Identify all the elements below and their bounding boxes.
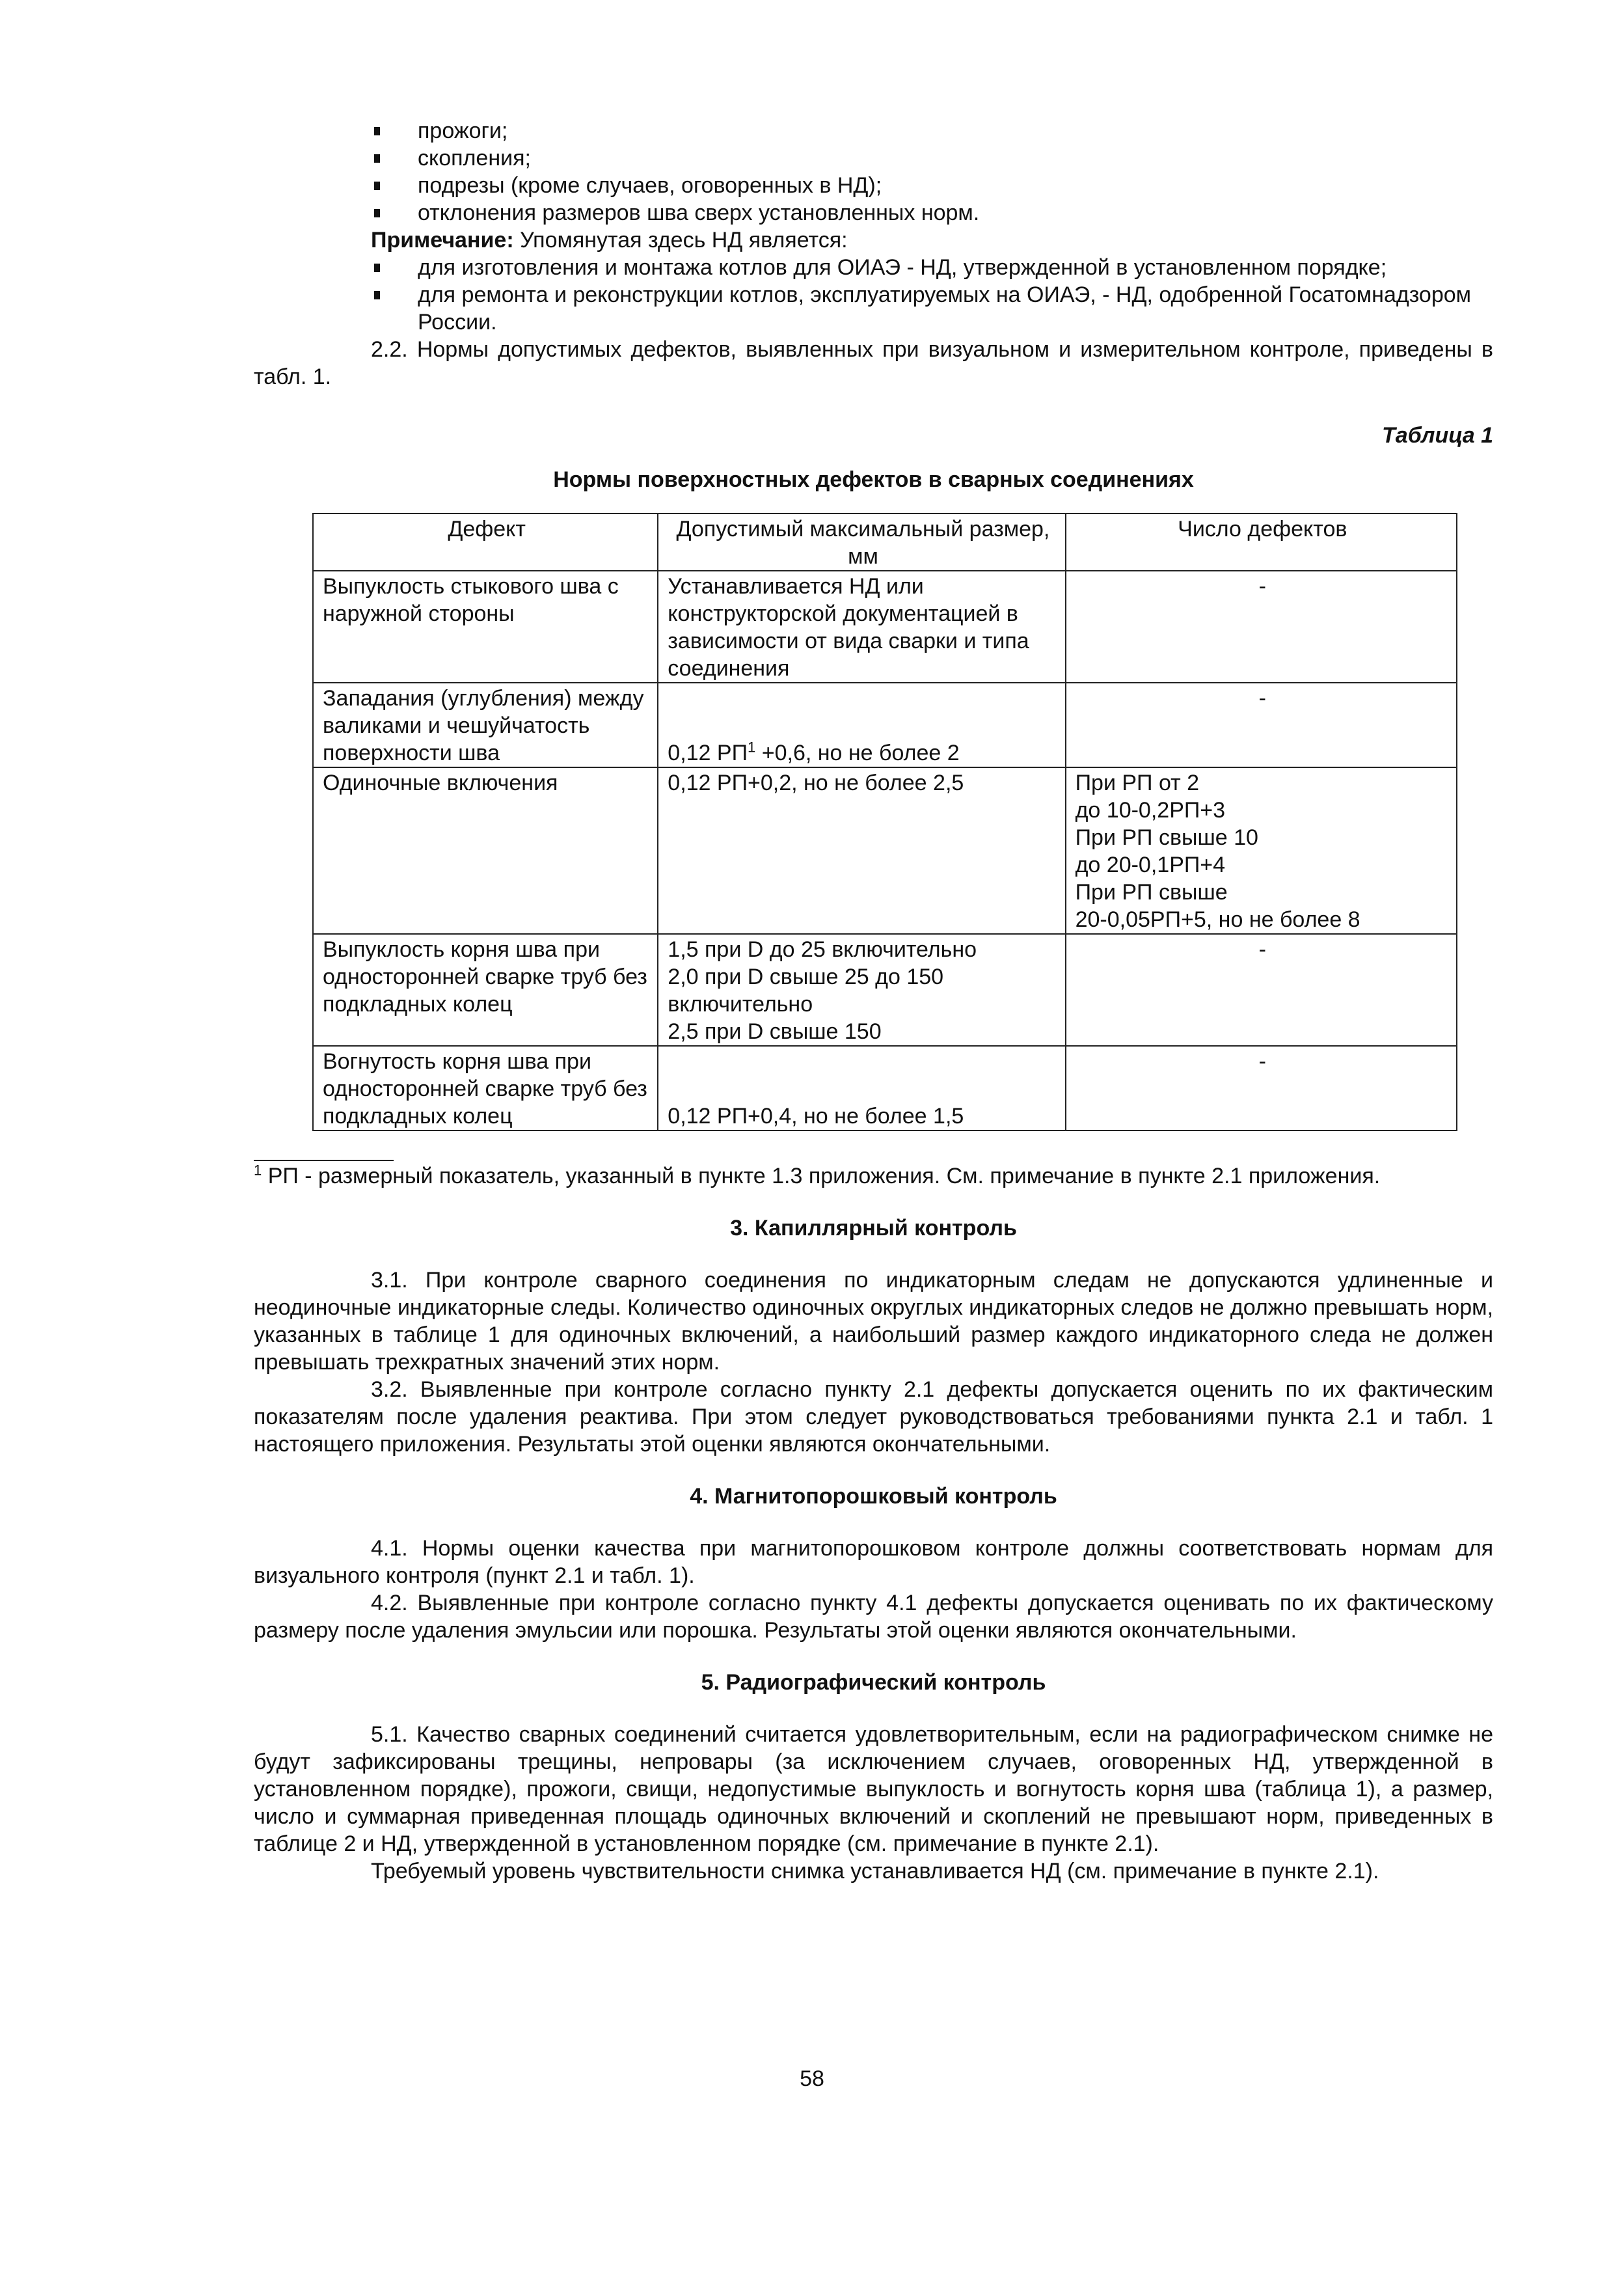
cell-text: 0,12 РП [668,741,748,765]
table-row [313,767,1457,934]
table-cell: Одиночные включения [313,767,658,934]
table-cell: Вогнутость корня шва при односторонней сварке труб без подкладных колец [313,1046,658,1131]
note [254,226,1493,254]
section-3-heading: 3. Капиллярный контроль [730,1216,1017,1240]
table-cell: Западания (углубления) между валиками и чешуйчатость поверхности шва [313,683,658,767]
list-item: подрезы (кроме случаев, оговоренных в НД); [254,172,1493,199]
table-cell: Устанавливается НД или конструкторской документацией в зависимости от вида сварки и типа соединения [658,571,1065,683]
table-cell: 0,12 РП+0,2, но не более 2,5 [658,767,1065,934]
cell-line: до 20-0,1РП+4 [1075,853,1226,877]
note-label: Примечание: [371,228,514,253]
cell-line: 20-0,05РП+5, но не более 8 [1075,907,1360,932]
list-item: прожоги; [254,117,1493,144]
column-header: Дефект [313,514,658,571]
column-header: Число дефектов [1066,514,1457,571]
table-cell: - [1066,571,1457,683]
table-title: Нормы поверхностных дефектов в сварных соединениях [553,467,1194,492]
note-text: Упомянутая здесь НД является: [513,228,848,253]
table-label: Таблица 1 [1382,423,1493,448]
table-header-row [313,514,1457,571]
paragraph-3-1: 3.1. При контроле сварного соединения по индикаторным следам не допускаются удлиненные и неодиночные индикаторные следы. Количество одиночных округлых индикаторных следов не должно превышать норм, указанных в таблице 1 для одиночных включений, а наибольший размер каждого индикаторного следа не должен превышать трехкратных значений этих норм. [254,1268,1493,1375]
list-item: для ремонта и реконструкции котлов, эксплуатируемых на ОИАЭ, - НД, одобренной Госатомнадзором России. [254,281,1493,336]
footnote-ref: 1 [748,739,756,756]
table-row [313,683,1457,767]
table-cell: - [1066,934,1457,1046]
defect-bullet-list [254,117,1493,226]
paragraph-3-2: 3.2. Выявленные при контроле согласно пункту 2.1 дефекты допускается оценить по их фактическим показателям после удаления реактива. При этом следует руководствоваться требованиями пункта 2.1 и табл. 1 настоящего приложения. Результаты этой оценки являются окончательными. [254,1377,1493,1457]
table-cell [1066,767,1457,934]
paragraph-4-2: 4.2. Выявленные при контроле согласно пункту 4.1 дефекты допускается оценивать по их фактическому размеру после удаления эмульсии или порошка. Результаты этой оценки являются окончательными. [254,1591,1493,1643]
paragraph-4-1: 4.1. Нормы оценки качества при магнитопорошковом контроле должны соответствовать нормам для визуального контроля (пункт 2.1 и табл. 1). [254,1536,1493,1588]
paragraph-5-2: Требуемый уровень чувствительности снимка устанавливается НД (см. примечание в пункте 2.1). [371,1859,1379,1884]
footnote-text: РП - размерный показатель, указанный в пункте 1.3 приложения. См. примечание в пункте 2.1 приложения. [262,1164,1381,1188]
table-cell [658,934,1065,1046]
list-item: скопления; [254,144,1493,172]
page-number: 58 [800,2066,824,2091]
table-cell: Выпуклость стыкового шва с наружной стороны [313,571,658,683]
table-cell: Выпуклость корня шва при односторонней сварке труб без подкладных колец [313,934,658,1046]
cell-line: 1,5 при D до 25 включительно [668,937,977,962]
cell-line: При РП свыше [1075,880,1228,905]
cell-line: до 10-0,2РП+3 [1075,798,1226,823]
paragraph-2-2: 2.2. Нормы допустимых дефектов, выявленных при визуальном и измерительном контроле, приведены в табл. 1. [254,337,1493,389]
table-cell: - [1066,683,1457,767]
paragraph-5-1: 5.1. Качество сварных соединений считается удовлетворительным, если на радиографическом снимке не будут зафиксированы трещины, непровары (за исключением случаев, оговоренных НД, утвержденной в установленном порядке), прожоги, свищи, недопустимые выпуклость и вогнутость корня шва (таблица 1), а размер, число и суммарная приведенная площадь одиночных включений и скоплений не превышают норм, приведенных в таблице 2 и НД, утвержденной в установленном порядке (см. примечание в пункте 2.1). [254,1722,1493,1856]
cell-line: При РП от 2 [1075,771,1200,795]
list-item: отклонения размеров шва сверх установленных норм. [254,199,1493,226]
footnote [254,1162,1493,1190]
list-item: для изготовления и монтажа котлов для ОИАЭ - НД, утвержденной в установленном порядке; [254,254,1493,281]
footnote-marker: 1 [254,1162,262,1179]
defects-table [312,513,1457,1131]
document-page [254,117,1493,1885]
cell-line: 2,5 при D свыше 150 [668,1019,882,1044]
note-bullet-list [254,254,1493,336]
cell-line: При РП свыше 10 [1075,825,1258,850]
table-cell [658,683,1065,767]
section-5-heading: 5. Радиографический контроль [701,1670,1046,1695]
footnote-divider [254,1160,394,1161]
table-row [313,571,1457,683]
section-4-heading: 4. Магнитопорошковый контроль [690,1484,1057,1509]
cell-line: 2,0 при D свыше 25 до 150 включительно [668,965,944,1017]
column-header: Допустимый максимальный размер, мм [658,514,1065,571]
table-row [313,934,1457,1046]
table-cell: - [1066,1046,1457,1131]
cell-text: +0,6, но не более 2 [755,741,960,765]
table-row [313,1046,1457,1131]
table-cell: 0,12 РП+0,4, но не более 1,5 [658,1046,1065,1131]
